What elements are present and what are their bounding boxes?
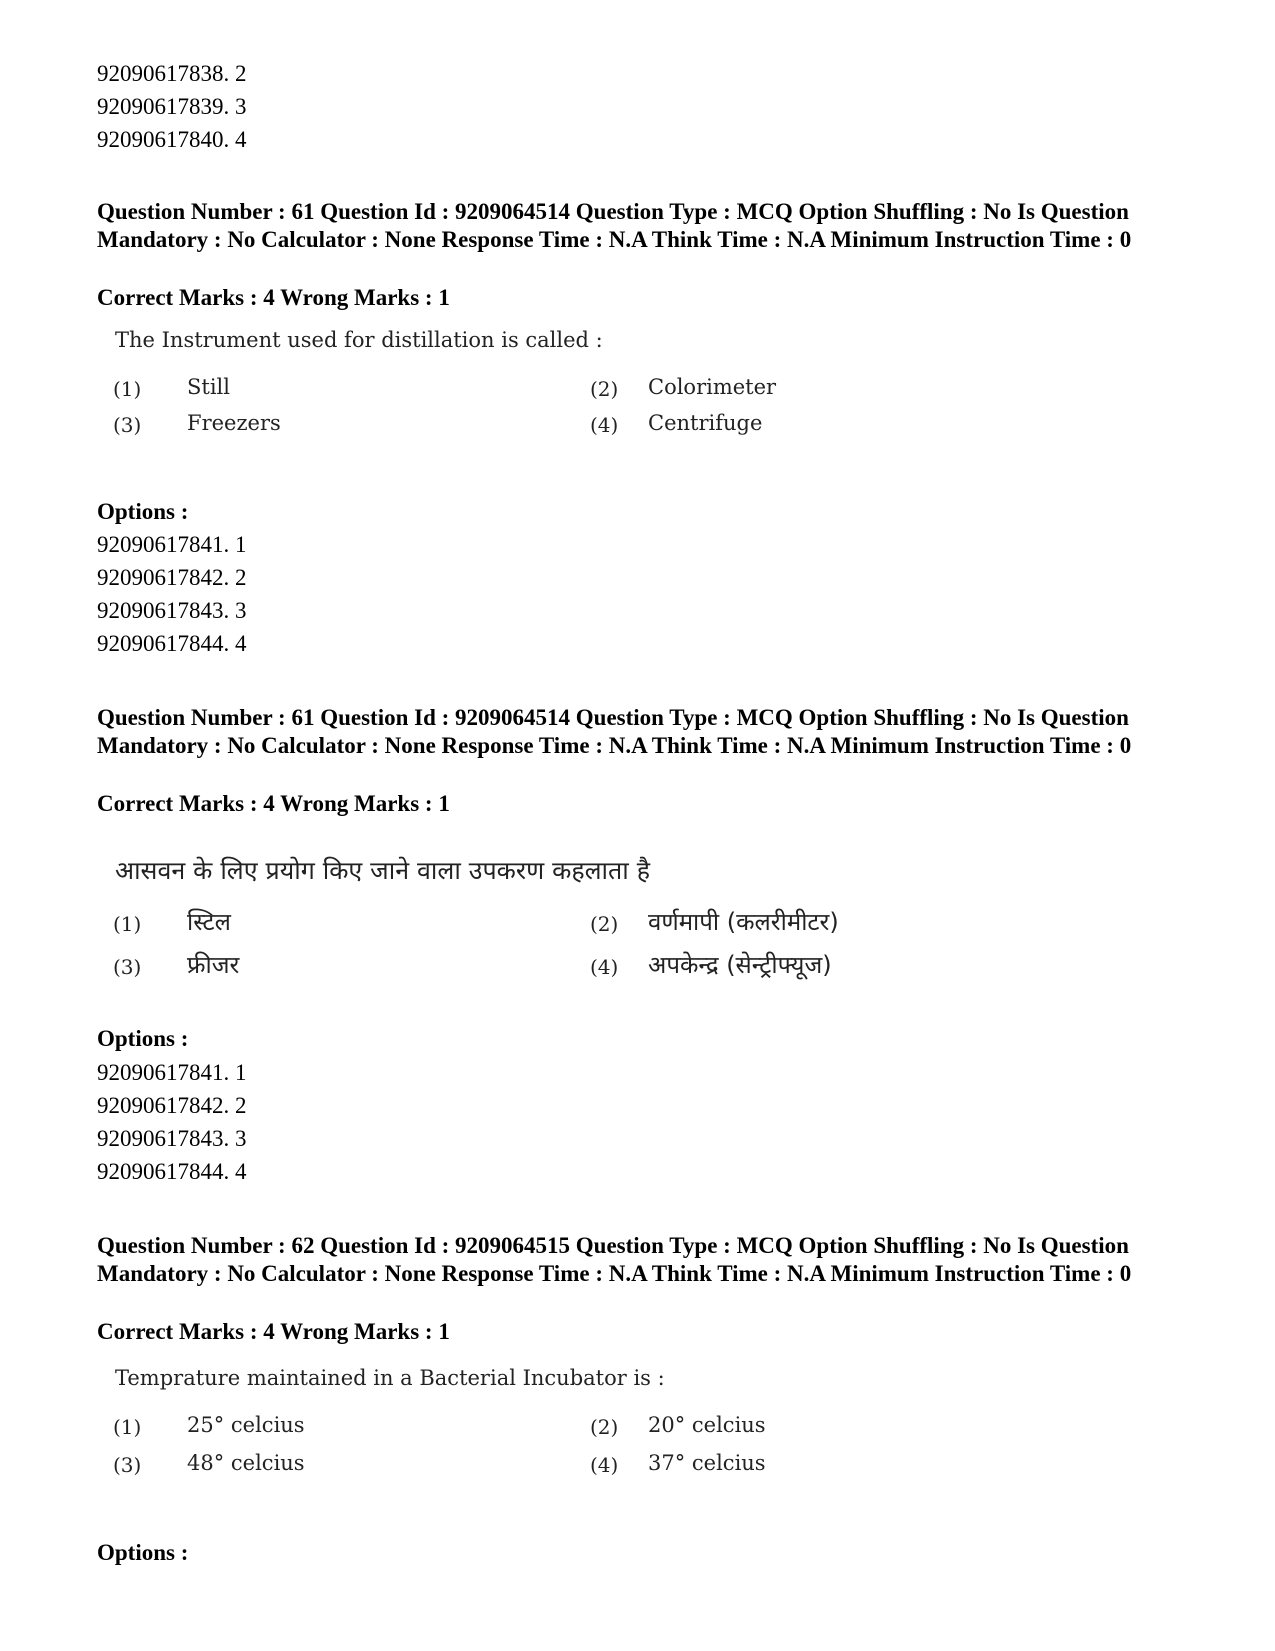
question-text: आसवन के लिए प्रयोग किए जाने वाला उपकरण कहलाता है <box>115 856 650 885</box>
question-text: The Instrument used for distillation is called : <box>115 328 603 352</box>
options-label: Options : <box>97 1026 189 1051</box>
option-line: 92090617843. 3 <box>97 1126 247 1151</box>
options-label: Options : <box>97 1540 189 1565</box>
choice-text: Colorimeter <box>648 375 777 399</box>
question-marks: Correct Marks : 4 Wrong Marks : 1 <box>97 285 450 310</box>
choice-text: 25° celcius <box>187 1413 305 1437</box>
choice-text: स्टिल <box>187 908 231 936</box>
option-line: 92090617841. 1 <box>97 532 247 557</box>
choice-number: (2) <box>590 377 619 401</box>
choice-number: (3) <box>113 1453 142 1477</box>
question-marks: Correct Marks : 4 Wrong Marks : 1 <box>97 1319 450 1344</box>
question-header: Question Number : 61 Question Id : 9209064514 Question Type : MCQ Option Shuffling : No Is Question Mandatory : No Calculator : None Response Time : N.A Think Time : N.A Minimum Instruction Time : 0 <box>97 199 1132 252</box>
question-marks: Correct Marks : 4 Wrong Marks : 1 <box>97 791 450 816</box>
choice-text: 48° celcius <box>187 1451 305 1475</box>
choice-text: वर्णमापी (कलरीमीटर) <box>648 908 839 936</box>
option-line: 92090617841. 1 <box>97 1060 247 1085</box>
choice-number: (1) <box>113 377 142 401</box>
option-line: 92090617839. 3 <box>97 94 247 119</box>
option-line: 92090617843. 3 <box>97 598 247 623</box>
choice-number: (2) <box>590 912 619 936</box>
choice-number: (4) <box>590 955 619 979</box>
question-text: Temprature maintained in a Bacterial Incubator is : <box>115 1366 665 1390</box>
question-header: Question Number : 61 Question Id : 9209064514 Question Type : MCQ Option Shuffling : No Is Question Mandatory : No Calculator : None Response Time : N.A Think Time : N.A Minimum Instruction Time : 0 <box>97 705 1132 758</box>
option-line: 92090617844. 4 <box>97 1159 247 1184</box>
choice-text: अपकेन्द्र (सेन्ट्रीफ्यूज) <box>648 951 832 979</box>
choice-number: (1) <box>113 1415 142 1439</box>
choice-text: 20° celcius <box>648 1413 766 1437</box>
choice-number: (3) <box>113 413 142 437</box>
question-header: Question Number : 62 Question Id : 9209064515 Question Type : MCQ Option Shuffling : No Is Question Mandatory : No Calculator : None Response Time : N.A Think Time : N.A Minimum Instruction Time : 0 <box>97 1233 1132 1286</box>
choice-number: (4) <box>590 413 619 437</box>
options-label: Options : <box>97 499 189 524</box>
option-line: 92090617840. 4 <box>97 127 247 152</box>
choice-text: फ्रीजर <box>187 951 240 979</box>
choice-number: (4) <box>590 1453 619 1477</box>
choice-text: Freezers <box>187 411 281 435</box>
choice-number: (2) <box>590 1415 619 1439</box>
option-line: 92090617844. 4 <box>97 631 247 656</box>
choice-text: Centrifuge <box>648 411 763 435</box>
choice-text: 37° celcius <box>648 1451 766 1475</box>
choice-number: (1) <box>113 912 142 936</box>
option-line: 92090617838. 2 <box>97 61 247 86</box>
option-line: 92090617842. 2 <box>97 565 247 590</box>
option-line: 92090617842. 2 <box>97 1093 247 1118</box>
choice-number: (3) <box>113 955 142 979</box>
choice-text: Still <box>187 375 230 399</box>
